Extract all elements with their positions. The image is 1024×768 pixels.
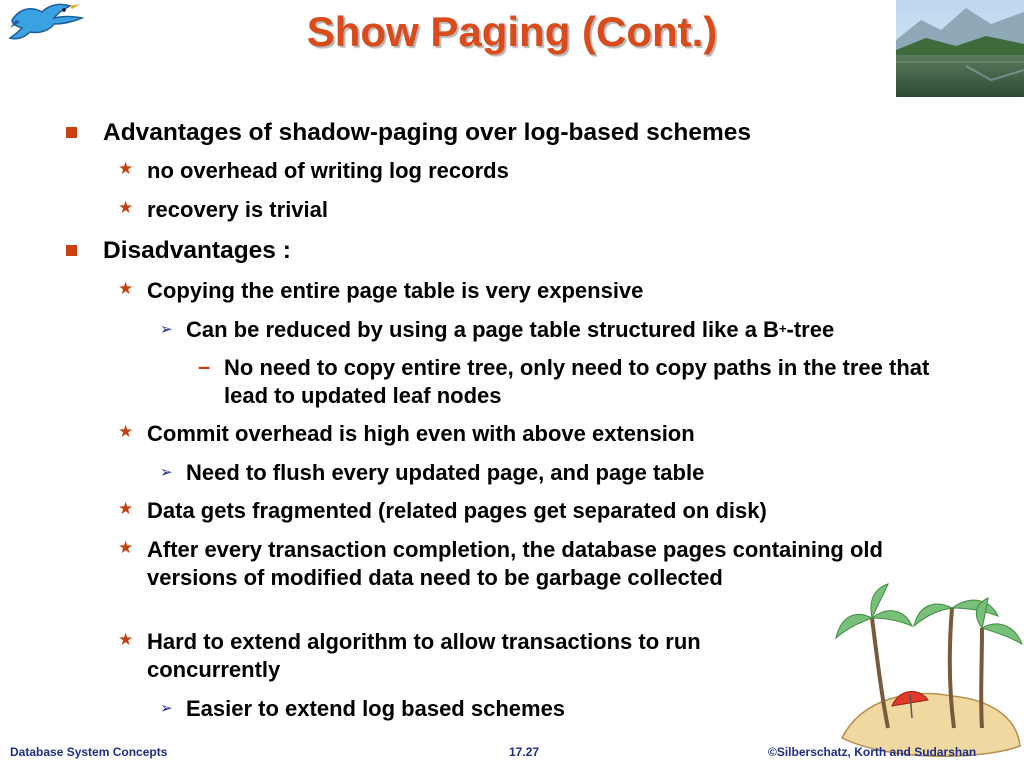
star-bullet-icon: ★	[118, 159, 134, 178]
star-bullet-icon: ★	[118, 538, 134, 557]
square-bullet-icon	[66, 245, 77, 256]
star-bullet-icon: ★	[118, 422, 134, 441]
slide-title: Show Paging (Cont.)	[306, 8, 718, 55]
footer-page-number: 17.27	[509, 745, 540, 759]
dash-bullet-icon: –	[198, 354, 211, 379]
bullet-advantages: Advantages of shadow-paging over log-based schemes	[66, 118, 866, 148]
star-bullet-icon: ★	[118, 630, 134, 649]
bullet-dis-5-1: ➢ Easier to extend log based schemes	[160, 696, 566, 721]
footer-copyright: ©Silberschatz, Korth and Sudarshan	[768, 745, 977, 759]
bullet-adv-1: ★ no overhead of writing log records	[118, 158, 509, 183]
star-bullet-icon: ★	[118, 499, 134, 518]
star-bullet-icon: ★	[118, 198, 134, 217]
square-bullet-icon	[66, 127, 77, 138]
footer-course-title: Database System Concepts	[10, 745, 168, 759]
bullet-dis-1-1-1: – No need to copy entire tree, only need to copy paths in the tree that lead to updated leaf nodes	[198, 354, 930, 408]
bullet-dis-1-1: ➢ Can be reduced by using a page table structured like a B+-tree	[160, 317, 835, 342]
bullet-dis-1: ★ Copying the entire page table is very expensive	[118, 278, 644, 303]
bullet-dis-4: ★ After every transaction completion, the database pages containing old versions of modified data need to be garbage collected	[118, 537, 883, 590]
bullet-disadvantages: Disadvantages :	[66, 236, 866, 266]
star-bullet-icon: ★	[118, 279, 134, 298]
bullet-dis-2-1: ➢ Need to flush every updated page, and page table	[160, 460, 705, 485]
bullet-dis-2: ★ Commit overhead is high even with above extension	[118, 421, 695, 446]
bullet-dis-5: ★ Hard to extend algorithm to allow transactions to run concurrently	[118, 629, 701, 682]
bullet-dis-3: ★ Data gets fragmented (related pages get separated on disk)	[118, 498, 767, 523]
bullet-adv-2: ★ recovery is trivial	[118, 197, 329, 222]
arrow-bullet-icon: ➢	[160, 464, 173, 481]
arrow-bullet-icon: ➢	[160, 321, 173, 338]
arrow-bullet-icon: ➢	[160, 700, 173, 717]
